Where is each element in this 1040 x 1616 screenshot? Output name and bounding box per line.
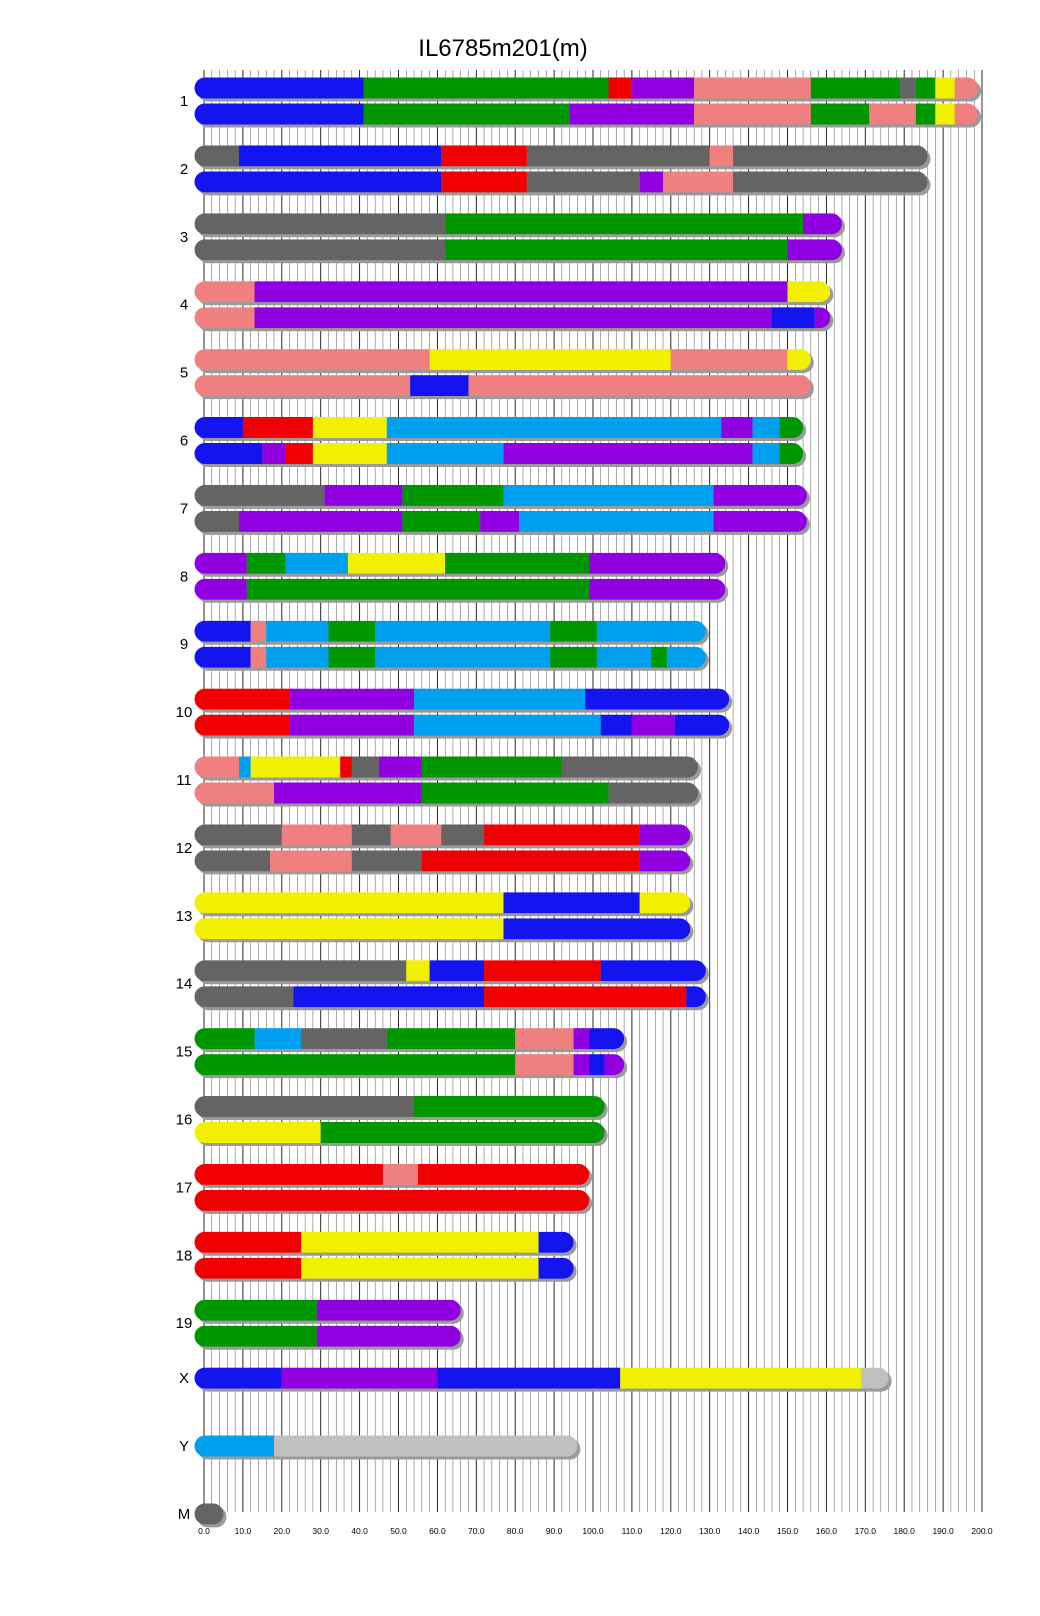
segment-pink xyxy=(195,757,240,778)
x-tick-label: 100.0 xyxy=(582,1526,604,1536)
segment-red xyxy=(340,757,352,778)
segment-purple xyxy=(640,824,691,845)
chromosome-17 xyxy=(176,1164,592,1214)
haplotype-bar xyxy=(195,485,807,506)
chromosome-bars xyxy=(176,78,981,1528)
haplotype-bar xyxy=(195,553,726,574)
x-tick-label: 20.0 xyxy=(273,1526,291,1536)
haplotype-bar xyxy=(195,783,699,804)
chromosome-label: M xyxy=(177,1505,191,1523)
segment-gray xyxy=(195,824,282,845)
segment-purple xyxy=(574,1054,590,1075)
haplotype-bar xyxy=(195,1028,625,1049)
segment-green xyxy=(247,579,589,600)
segment-green xyxy=(550,621,597,642)
segment-green xyxy=(402,485,503,506)
chromosome-label: 14 xyxy=(175,975,193,993)
haplotype-bar xyxy=(195,417,804,438)
haplotype-bar xyxy=(195,1326,461,1347)
segment-yellow xyxy=(348,553,445,574)
x-tick-label: 80.0 xyxy=(506,1526,524,1536)
segment-yellow xyxy=(620,1368,861,1389)
segment-purple xyxy=(262,443,285,464)
chromosome-3 xyxy=(180,213,845,263)
segment-purple xyxy=(504,443,753,464)
segment-gray xyxy=(352,824,391,845)
segment-lightblue xyxy=(375,621,550,642)
segment-yellow xyxy=(788,281,831,302)
haplotype-bar xyxy=(195,1164,590,1185)
segment-lightgray xyxy=(861,1368,888,1389)
chromosome-X xyxy=(179,1368,892,1392)
haplotype-bar xyxy=(195,1232,574,1253)
segment-red xyxy=(441,171,527,192)
segment-lightblue xyxy=(266,621,328,642)
segment-gray xyxy=(352,757,379,778)
segment-green xyxy=(402,511,480,532)
x-tick-label: 110.0 xyxy=(621,1526,643,1536)
segment-yellow xyxy=(195,1122,321,1143)
segment-gray xyxy=(733,145,928,166)
segment-pink xyxy=(251,621,267,642)
segment-lightblue xyxy=(752,443,779,464)
segment-purple xyxy=(239,511,402,532)
segment-red xyxy=(418,1164,589,1185)
segment-green xyxy=(195,1028,255,1049)
segment-gray xyxy=(352,850,422,871)
x-tick-label: 170.0 xyxy=(854,1526,876,1536)
segment-purple xyxy=(325,485,403,506)
segment-blue xyxy=(772,307,815,328)
haplotype-bar xyxy=(195,1122,605,1143)
haplotype-bar xyxy=(195,824,691,845)
chromosome-9 xyxy=(180,621,709,671)
segment-green xyxy=(414,1096,605,1117)
segment-yellow xyxy=(406,960,429,981)
segment-pink xyxy=(282,824,352,845)
segment-blue xyxy=(539,1258,574,1279)
segment-blue xyxy=(675,715,729,736)
segment-blue xyxy=(410,375,468,396)
chromosome-1 xyxy=(180,78,981,128)
chromosome-label: 19 xyxy=(175,1315,193,1333)
haplotype-bar xyxy=(195,511,807,532)
chromosome-M xyxy=(178,1503,227,1527)
haplotype-bar xyxy=(195,1436,578,1457)
haplotype-bar xyxy=(195,349,811,370)
segment-lightblue xyxy=(504,485,714,506)
chromosome-label: 2 xyxy=(179,160,189,178)
segment-green xyxy=(195,1054,516,1075)
segment-purple xyxy=(379,757,422,778)
segment-gray xyxy=(441,824,484,845)
segment-blue xyxy=(504,918,691,939)
chromosome-11 xyxy=(176,757,701,807)
haplotype-bar xyxy=(195,647,706,668)
segment-yellow xyxy=(935,78,954,99)
segment-yellow xyxy=(195,892,504,913)
segment-pink xyxy=(469,375,811,396)
chromosome-label: 5 xyxy=(179,364,189,382)
segment-lightblue xyxy=(597,621,706,642)
segment-pink xyxy=(195,783,275,804)
x-tick-label: 40.0 xyxy=(351,1526,368,1536)
chromosome-label: 1 xyxy=(179,93,189,110)
segment-purple xyxy=(317,1300,461,1321)
segment-red xyxy=(286,443,313,464)
segment-blue xyxy=(589,1028,624,1049)
x-tick-label: 140.0 xyxy=(737,1526,760,1536)
segment-pink xyxy=(663,171,733,192)
segment-green xyxy=(916,78,935,99)
segment-pink xyxy=(515,1054,573,1075)
chromosome-label: 6 xyxy=(179,432,189,450)
haplotype-bar xyxy=(195,715,730,736)
x-tick-label: 50.0 xyxy=(390,1526,407,1536)
haplotype-bar xyxy=(195,986,706,1007)
x-tick-label: 200.0 xyxy=(971,1526,993,1536)
segment-lightblue xyxy=(387,417,722,438)
segment-blue xyxy=(437,1368,620,1389)
x-axis-tick-labels xyxy=(198,1526,993,1536)
chromosome-15 xyxy=(176,1028,627,1078)
segment-pink xyxy=(955,78,978,99)
haplotype-bar xyxy=(195,960,706,981)
haplotype-bar xyxy=(195,1258,574,1279)
segment-yellow xyxy=(430,349,671,370)
segment-red xyxy=(422,850,640,871)
chromosome-label: 8 xyxy=(179,568,189,586)
chromosome-label: Y xyxy=(178,1438,190,1455)
segment-green xyxy=(811,78,900,99)
chromosome-14 xyxy=(176,960,709,1010)
segment-red xyxy=(195,1232,302,1253)
chromosome-label: 7 xyxy=(179,500,189,518)
segment-red xyxy=(195,1190,590,1211)
segment-blue xyxy=(601,715,632,736)
segment-blue xyxy=(195,417,243,438)
segment-red xyxy=(609,78,632,99)
segment-gray xyxy=(195,1503,224,1524)
segment-yellow xyxy=(935,104,954,125)
segment-gray xyxy=(195,1096,415,1117)
segment-green xyxy=(363,78,608,99)
haplotype-bar xyxy=(195,1503,224,1524)
segment-gray xyxy=(527,171,640,192)
segment-lightblue xyxy=(375,647,550,668)
segment-lightblue xyxy=(519,511,714,532)
x-tick-label: 90.0 xyxy=(545,1526,563,1536)
haplotype-bar xyxy=(195,579,726,600)
haplotype-bar xyxy=(195,1054,625,1075)
segment-green xyxy=(780,417,803,438)
segment-blue xyxy=(239,145,441,166)
segment-green xyxy=(916,104,935,125)
haplotype-bar xyxy=(195,757,699,778)
segment-green xyxy=(651,647,667,668)
segment-blue xyxy=(539,1232,574,1253)
segment-gray xyxy=(195,145,240,166)
segment-yellow xyxy=(788,349,811,370)
segment-pink xyxy=(869,104,916,125)
segment-green xyxy=(387,1028,515,1049)
haplotype-bar xyxy=(195,689,730,710)
segment-purple xyxy=(589,579,725,600)
segment-green xyxy=(321,1122,605,1143)
segment-purple xyxy=(632,715,675,736)
segment-lightblue xyxy=(752,417,779,438)
chromosome-label: 3 xyxy=(179,228,189,246)
segment-red xyxy=(484,960,601,981)
segment-pink xyxy=(694,78,811,99)
segment-lightblue xyxy=(286,553,348,574)
chromosome-10 xyxy=(176,689,732,739)
segment-purple xyxy=(721,417,752,438)
haplotype-bar xyxy=(195,1300,461,1321)
segment-green xyxy=(328,621,375,642)
segment-pink xyxy=(195,349,430,370)
chromosome-8 xyxy=(180,553,728,603)
segment-pink xyxy=(195,281,255,302)
segment-purple xyxy=(480,511,519,532)
segment-gray xyxy=(900,78,916,99)
segment-red xyxy=(195,1258,302,1279)
chromosome-5 xyxy=(180,349,814,399)
segment-lightblue xyxy=(414,689,585,710)
segment-gray xyxy=(195,485,325,506)
x-tick-label: 150.0 xyxy=(776,1526,799,1536)
segment-gray xyxy=(733,171,928,192)
segment-green xyxy=(195,1326,317,1347)
segment-green xyxy=(445,213,803,234)
segment-lightblue xyxy=(239,757,251,778)
segment-red xyxy=(195,715,290,736)
segment-green xyxy=(328,647,375,668)
segment-green xyxy=(780,443,803,464)
segment-gray xyxy=(195,960,407,981)
segment-green xyxy=(422,783,609,804)
haplotype-bar xyxy=(195,1368,889,1389)
haplotype-bar xyxy=(195,307,831,328)
x-tick-label: 190.0 xyxy=(932,1526,954,1536)
chromosome-Y xyxy=(179,1436,580,1460)
haplotype-bar xyxy=(195,171,928,192)
haplotype-bar xyxy=(195,145,928,166)
haplotype-bar xyxy=(195,1096,605,1117)
chromosome-6 xyxy=(180,417,806,467)
segment-blue xyxy=(585,689,729,710)
segment-green xyxy=(445,239,787,260)
segment-yellow xyxy=(640,892,691,913)
chromosome-label: 4 xyxy=(179,296,189,314)
haplotype-bar xyxy=(195,443,804,464)
chromosome-label: 18 xyxy=(175,1247,193,1265)
segment-blue xyxy=(195,1368,282,1389)
segment-pink xyxy=(383,1164,418,1185)
x-tick-label: 60.0 xyxy=(429,1526,446,1536)
chromosome-13 xyxy=(176,892,694,942)
segment-lightblue xyxy=(597,647,651,668)
segment-lightgray xyxy=(274,1436,577,1457)
segment-red xyxy=(195,689,290,710)
segment-red xyxy=(484,986,686,1007)
chromosome-label: 17 xyxy=(175,1179,193,1197)
x-tick-label: 160.0 xyxy=(815,1526,838,1536)
segment-green xyxy=(550,647,597,668)
segment-blue xyxy=(195,621,251,642)
segment-gray xyxy=(195,239,446,260)
chromosome-label: 15 xyxy=(175,1043,193,1061)
segment-red xyxy=(484,824,640,845)
segment-purple xyxy=(195,553,247,574)
segment-pink xyxy=(710,145,733,166)
segment-lightblue xyxy=(195,1436,275,1457)
segment-pink xyxy=(251,647,267,668)
segment-gray xyxy=(609,783,698,804)
segment-purple xyxy=(589,553,725,574)
segment-purple xyxy=(640,171,663,192)
x-tick-label: 130.0 xyxy=(699,1526,721,1536)
segment-gray xyxy=(562,757,698,778)
segment-yellow xyxy=(301,1232,538,1253)
chromosome-4 xyxy=(180,281,833,331)
segment-gray xyxy=(195,850,271,871)
x-tick-label: 180.0 xyxy=(893,1526,915,1536)
chromosome-label: X xyxy=(178,1370,190,1388)
segment-green xyxy=(247,553,286,574)
chromosome-16 xyxy=(176,1096,608,1146)
segment-yellow xyxy=(195,918,504,939)
haplotype-bar xyxy=(195,621,706,642)
segment-gray xyxy=(195,986,294,1007)
segment-purple xyxy=(570,104,694,125)
segment-blue xyxy=(589,1054,605,1075)
segment-green xyxy=(422,757,562,778)
segment-pink xyxy=(671,349,788,370)
x-tick-label: 10.0 xyxy=(234,1526,252,1536)
segment-purple xyxy=(640,850,691,871)
haplotype-bar xyxy=(195,281,831,302)
chromosome-2 xyxy=(180,145,931,195)
chromosome-19 xyxy=(176,1300,464,1350)
segment-purple xyxy=(788,239,842,260)
x-tick-label: 120.0 xyxy=(660,1526,682,1536)
segment-yellow xyxy=(251,757,340,778)
segment-red xyxy=(441,145,527,166)
segment-pink xyxy=(515,1028,573,1049)
segment-lightblue xyxy=(266,647,328,668)
segment-yellow xyxy=(301,1258,538,1279)
segment-blue xyxy=(195,78,364,99)
segment-yellow xyxy=(313,443,387,464)
chromosome-7 xyxy=(180,485,810,535)
haplotype-bar xyxy=(195,892,691,913)
haplotype-bar xyxy=(195,918,691,939)
segment-purple xyxy=(574,1028,590,1049)
segment-lightblue xyxy=(387,443,504,464)
segment-yellow xyxy=(313,417,387,438)
x-tick-label: 70.0 xyxy=(468,1526,485,1536)
segment-purple xyxy=(290,689,414,710)
segment-purple xyxy=(255,307,772,328)
segment-gray xyxy=(527,145,710,166)
segment-pink xyxy=(391,824,442,845)
segment-lightblue xyxy=(414,715,601,736)
haplotype-bar xyxy=(195,375,811,396)
segment-blue xyxy=(504,892,640,913)
segment-purple xyxy=(632,78,694,99)
segment-green xyxy=(811,104,869,125)
segment-purple xyxy=(195,579,247,600)
segment-purple xyxy=(282,1368,438,1389)
segment-lightblue xyxy=(667,647,706,668)
segment-green xyxy=(363,104,569,125)
chromosome-label: 12 xyxy=(175,839,193,857)
segment-pink xyxy=(270,850,352,871)
chromosome-label: 9 xyxy=(179,636,189,654)
x-tick-label: 0.0 xyxy=(198,1526,210,1536)
segment-green xyxy=(445,553,589,574)
segment-purple xyxy=(255,281,788,302)
segment-blue xyxy=(195,104,364,125)
segment-pink xyxy=(955,104,978,125)
haplotype-bar xyxy=(195,239,842,260)
haplotype-bar xyxy=(195,850,691,871)
x-tick-label: 30.0 xyxy=(312,1526,329,1536)
segment-blue xyxy=(293,986,484,1007)
haplotype-bar xyxy=(195,213,842,234)
chromosome-label: 16 xyxy=(175,1111,193,1129)
segment-green xyxy=(195,1300,317,1321)
segment-purple xyxy=(803,213,842,234)
haplotype-bar xyxy=(195,1190,590,1211)
haplotype-bar xyxy=(195,104,979,125)
segment-blue xyxy=(601,960,706,981)
chromosome-label: 10 xyxy=(175,704,193,722)
chromosome-label: 11 xyxy=(176,772,192,789)
haplotype-bar xyxy=(195,78,979,99)
segment-gray xyxy=(195,511,240,532)
segment-blue xyxy=(195,443,263,464)
chromosome-label: 13 xyxy=(175,907,193,925)
segment-blue xyxy=(195,647,251,668)
segment-red xyxy=(195,1164,383,1185)
segment-pink xyxy=(694,104,811,125)
segment-purple xyxy=(317,1326,461,1347)
segment-pink xyxy=(195,375,411,396)
segment-purple xyxy=(714,511,807,532)
segment-purple xyxy=(290,715,414,736)
segment-gray xyxy=(195,213,446,234)
chromosome-12 xyxy=(176,824,694,874)
chromosome-18 xyxy=(176,1232,577,1282)
segment-blue xyxy=(195,171,442,192)
chart-title: IL6785m201(m) xyxy=(418,35,588,62)
segment-purple xyxy=(274,783,422,804)
segment-red xyxy=(243,417,313,438)
segment-lightblue xyxy=(255,1028,302,1049)
segment-gray xyxy=(301,1028,387,1049)
segment-purple xyxy=(714,485,807,506)
segment-blue xyxy=(430,960,484,981)
segment-pink xyxy=(195,307,255,328)
